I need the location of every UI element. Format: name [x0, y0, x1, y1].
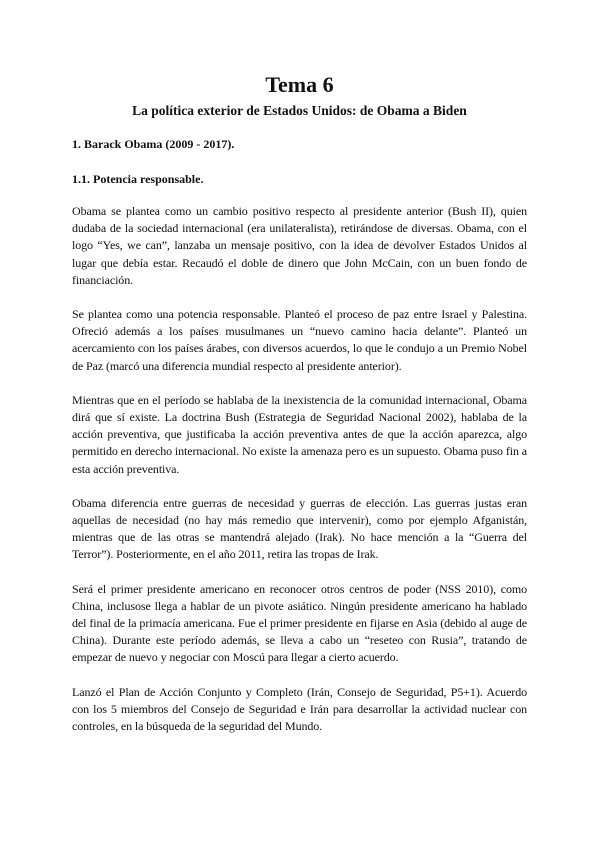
paragraph-5: Será el primer presidente americano en reconocer otros centros de poder (NSS 2010), como China, inclusose llega a hablar de un pivote asiático. Ningún presidente americano ha hablado del final de la primacía americana. Fue el primer presidente en fijarse en Asia (debido al auge de China). Durante este período además, se lleva a cabo un “reseteo con Rusia”, tratando de empezar de nuevo y negociar con Moscú para llegar a cierto acuerdo. [72, 581, 527, 665]
subsection-heading: 1.1. Potencia responsable. [72, 172, 204, 186]
paragraph-3: Mientras que en el período se hablaba de la inexistencia de la comunidad internacional, Obama dirá que sí existe. La doctrina Bush (Estrategia de Seguridad Nacional 2002), hablaba de la acción preventiva, que justificaba la acción preventiva antes de que la acción aparezca, algo permitido en derecho internacional. No existe la amenaza pero es un supuesto. Obama puso fin a esta acción preventiva. [72, 392, 527, 476]
document-page [72, 72, 527, 752]
paragraph-1: Obama se plantea como un cambio positivo respecto al presidente anterior (Bush II), quien dudaba de la sociedad internacional (era unilateralista), retirándose de diversas. Obama, con el logo “Yes, we can”, lanzaba un mensaje positivo, con la idea de devolver Estados Unidos al lugar que debía estar. Recaudó el doble de dinero que John McCain, con un buen fondo de financiación. [72, 204, 527, 287]
paragraph-4: Obama diferencia entre guerras de necesidad y guerras de elección. Las guerras justas eran aquellas de necesidad (no hay más remedio que intervenir), como por ejemplo Afganistán, mientras que de las otras se mantendrá alejado (Irak). No hace mención a la “Guerra del Terror”). Posteriormente, en el año 2011, retira las tropas de Irak. [72, 495, 527, 562]
page-title: Tema 6 [265, 72, 334, 97]
paragraph-6: Lanzó el Plan de Acción Conjunto y Completo (Irán, Consejo de Seguridad, P5+1). Acuerdo con los 5 miembros del Consejo de Seguridad e Irán para desarrollar la actividad nuclear con controles, en la búsqueda de la seguridad del Mundo. [72, 684, 527, 734]
paragraph-2: Se plantea como una potencia responsable. Planteó el proceso de paz entre Israel y Palestina. Ofreció además a los países musulmanes un “nuevo camino hacia delante”. Planteó un acercamiento con los países árabes, con diversos acuerdos, lo que le condujo a un Premio Nobel de Paz (marcó una diferencia mundial respecto al presidente anterior). [72, 307, 527, 373]
section-heading: 1. Barack Obama (2009 - 2017). [72, 137, 235, 151]
page-subtitle: La política exterior de Estados Unidos: de Obama a Biden [132, 103, 467, 118]
